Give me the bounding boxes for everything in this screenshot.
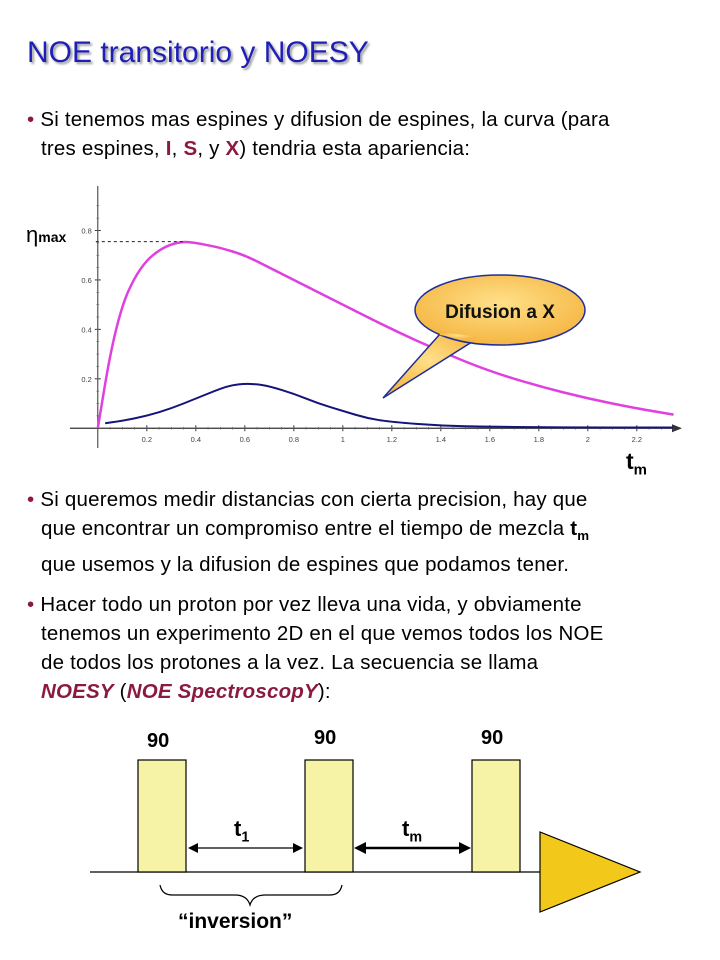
tm-label: [402, 816, 422, 845]
eta-subscript: max: [38, 229, 67, 245]
bullet-dot: •: [27, 108, 35, 131]
bullet-2: [27, 485, 589, 579]
spin-i: I: [165, 137, 172, 160]
slide-title: NOE transitorio y NOESY: [27, 36, 369, 69]
bullet-1-line-1: Si tenemos mas espines y difusion de espines, la curva (para: [40, 108, 610, 131]
noesy-term: NOESY: [41, 680, 114, 703]
x-axis-t: t: [626, 448, 634, 474]
acquisition-triangle: [540, 832, 640, 912]
pulse-3: [472, 760, 520, 872]
t1-label: [234, 816, 249, 845]
sep-2: , y: [197, 137, 226, 160]
bullet-3: [27, 590, 604, 706]
x-tick-label: 0.6: [239, 435, 251, 445]
x-tick-label: 2: [585, 435, 590, 445]
bullet-dot: •: [27, 488, 35, 511]
t1-arrowhead-left: [188, 843, 198, 853]
y-tick-label: 0.2: [81, 374, 92, 384]
tm-label-sub: m: [409, 829, 423, 846]
bullet-3-line-3: de todos los protones a la vez. La secuencia se llama: [41, 651, 539, 674]
paren-open: (: [113, 680, 127, 703]
x-tick-label: 1.4: [435, 435, 447, 445]
t1-arrowhead-right: [293, 843, 303, 853]
tm-arrowhead-right: [459, 842, 471, 854]
x-axis-label: [626, 448, 647, 479]
x-tick-label: 0.2: [141, 435, 153, 445]
x-axis-sub: m: [633, 461, 647, 479]
bullet-dot: •: [27, 593, 35, 616]
bullet-1-line-2a: tres espines,: [41, 137, 166, 160]
eta-max-label: [26, 222, 66, 248]
bullet-2-line-3: que usemos y la difusion de espines que podamos tener.: [41, 553, 570, 577]
x-tick-label: 1.6: [484, 435, 496, 445]
bullet-1-line-2b: ) tendria esta apariencia:: [239, 137, 471, 160]
x-tick-label: 1: [340, 435, 345, 445]
paren-close: ):: [317, 680, 331, 703]
y-tick-label: 0.4: [81, 325, 92, 335]
tm-label-t: t: [402, 816, 410, 841]
tm-inline: [570, 517, 590, 544]
x-tick-label: 0.8: [288, 435, 300, 445]
inversion-brace: [160, 885, 342, 905]
pulse-1: [138, 760, 186, 872]
tm-arrowhead-left: [354, 842, 366, 854]
pulse-3-label: 90: [481, 727, 504, 749]
x-tick-label: 2.2: [631, 435, 643, 445]
t1-t: t: [234, 816, 242, 841]
sep-1: ,: [171, 137, 184, 160]
spin-x: X: [225, 137, 240, 160]
x-tick-label: 1.2: [386, 435, 398, 445]
tm-sub: m: [577, 528, 590, 544]
x-tick-label: 0.4: [190, 435, 202, 445]
inversion-label: “inversion”: [178, 910, 293, 933]
bullet-2-line-2: que encontrar un compromiso entre el tiempo de mezcla: [41, 517, 571, 540]
callout-tail: [383, 334, 475, 398]
bullet-3-line-2: tenemos un experimento 2D en el que vemos todos los NOE: [41, 622, 604, 645]
bullet-2-line-1: Si queremos medir distancias con cierta precision, hay que: [40, 488, 588, 511]
bullet-3-line-1: Hacer todo un proton por vez lleva una vida, y obviamente: [40, 593, 582, 616]
pulse-2-label: 90: [314, 727, 337, 749]
callout-bubble: [383, 275, 585, 398]
callout-text: Difusion a X: [445, 302, 555, 323]
pulse-2: [305, 760, 353, 872]
tm-t: t: [570, 517, 578, 540]
pulse-1-label: 90: [147, 730, 170, 752]
pulse-sequence: [90, 760, 640, 912]
spin-s: S: [183, 137, 198, 160]
t1-sub: 1: [241, 829, 250, 846]
noesy-expansion: NOE SpectroscopY: [126, 680, 318, 703]
y-tick-label: 0.6: [81, 275, 92, 285]
eta-symbol: η: [26, 222, 39, 247]
x-tick-label: 1.8: [533, 435, 545, 445]
y-tick-label: 0.8: [81, 226, 92, 236]
curve-magenta: [98, 242, 674, 428]
